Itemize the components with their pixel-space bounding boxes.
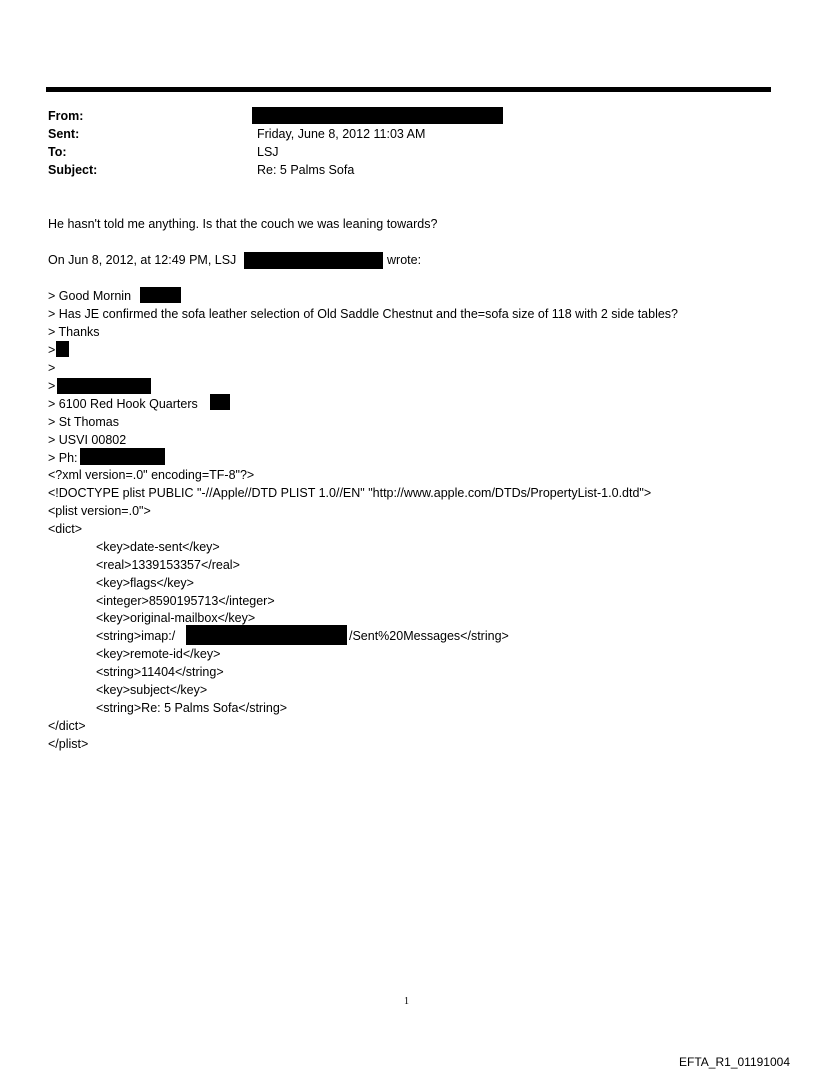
redaction (56, 341, 69, 357)
name-redaction (140, 287, 181, 303)
plist-line: <?xml version=.0" encoding=TF-8"?> (48, 468, 255, 482)
sender-redaction (244, 252, 383, 269)
plist-line: <key>subject</key> (96, 683, 208, 697)
phone-redaction (80, 448, 165, 465)
plist-line: <string>imap:/ (96, 629, 176, 643)
quote-line: > St Thomas (48, 415, 119, 429)
plist-line: <key>flags</key> (96, 576, 194, 590)
to-label: To: (48, 145, 67, 159)
quote-line: > Good Mornin (48, 289, 132, 303)
quote-line: > Has JE confirmed the sofa leather selection of Old Saddle Chestnut and the=sofa size of 118 with 2 side tables? (48, 307, 679, 321)
sent-value: Friday, June 8, 2012 11:03 AM (257, 127, 426, 141)
plist-line: <key>date-sent</key> (96, 540, 220, 554)
quote-intro (48, 252, 236, 269)
quote-line: > (48, 379, 56, 393)
plist-line: <string>11404</string> (96, 665, 224, 679)
plist-line: <key>remote-id</key> (96, 647, 221, 661)
plist-line: </plist> (48, 737, 89, 751)
from-label: From: (48, 109, 84, 123)
from-redaction (252, 107, 503, 124)
subject-value: Re: 5 Palms Sofa (257, 163, 355, 177)
redaction (57, 378, 151, 394)
plist-line: <plist version=.0"> (48, 504, 151, 518)
quote-intro-suffix: wrote: (387, 253, 422, 267)
header-rule (46, 87, 771, 92)
plist-line: <real>1339153357</real> (96, 558, 240, 572)
quote-line: > Thanks (48, 325, 100, 339)
plist-line: <string>Re: 5 Palms Sofa</string> (96, 701, 288, 715)
redaction (210, 394, 230, 410)
quote-line: > (48, 361, 56, 375)
subject-label: Subject: (48, 163, 98, 177)
quote-line: > USVI 00802 (48, 433, 127, 447)
plist-line: <integer>8590195713</integer> (96, 594, 275, 608)
quote-intro-prefix: On Jun 8, 2012, at 12:49 PM, LSJ (48, 253, 237, 267)
to-value: LSJ (257, 145, 279, 159)
quote-line: > 6100 Red Hook Quarters (48, 397, 198, 411)
plist-line: <dict> (48, 522, 83, 536)
plist-line: </dict> (48, 719, 86, 733)
plist-line: /Sent%20Messages</string> (349, 629, 509, 643)
plist-line: <!DOCTYPE plist PUBLIC "-//Apple//DTD PLIST 1.0//EN" "http://www.apple.com/DTDs/PropertyList-1.0.dtd"> (48, 486, 652, 500)
reply-text: He hasn't told me anything. Is that the couch we was leaning towards? (48, 217, 438, 231)
mailbox-redaction (186, 625, 347, 645)
plist-line: <key>original-mailbox</key> (96, 611, 256, 625)
quote-line: > Ph: (48, 451, 78, 465)
bates-number: EFTA_R1_01191004 (679, 1055, 790, 1069)
quote-line: > (48, 343, 56, 357)
sent-label: Sent: (48, 127, 80, 141)
page-number: 1 (404, 996, 409, 1007)
